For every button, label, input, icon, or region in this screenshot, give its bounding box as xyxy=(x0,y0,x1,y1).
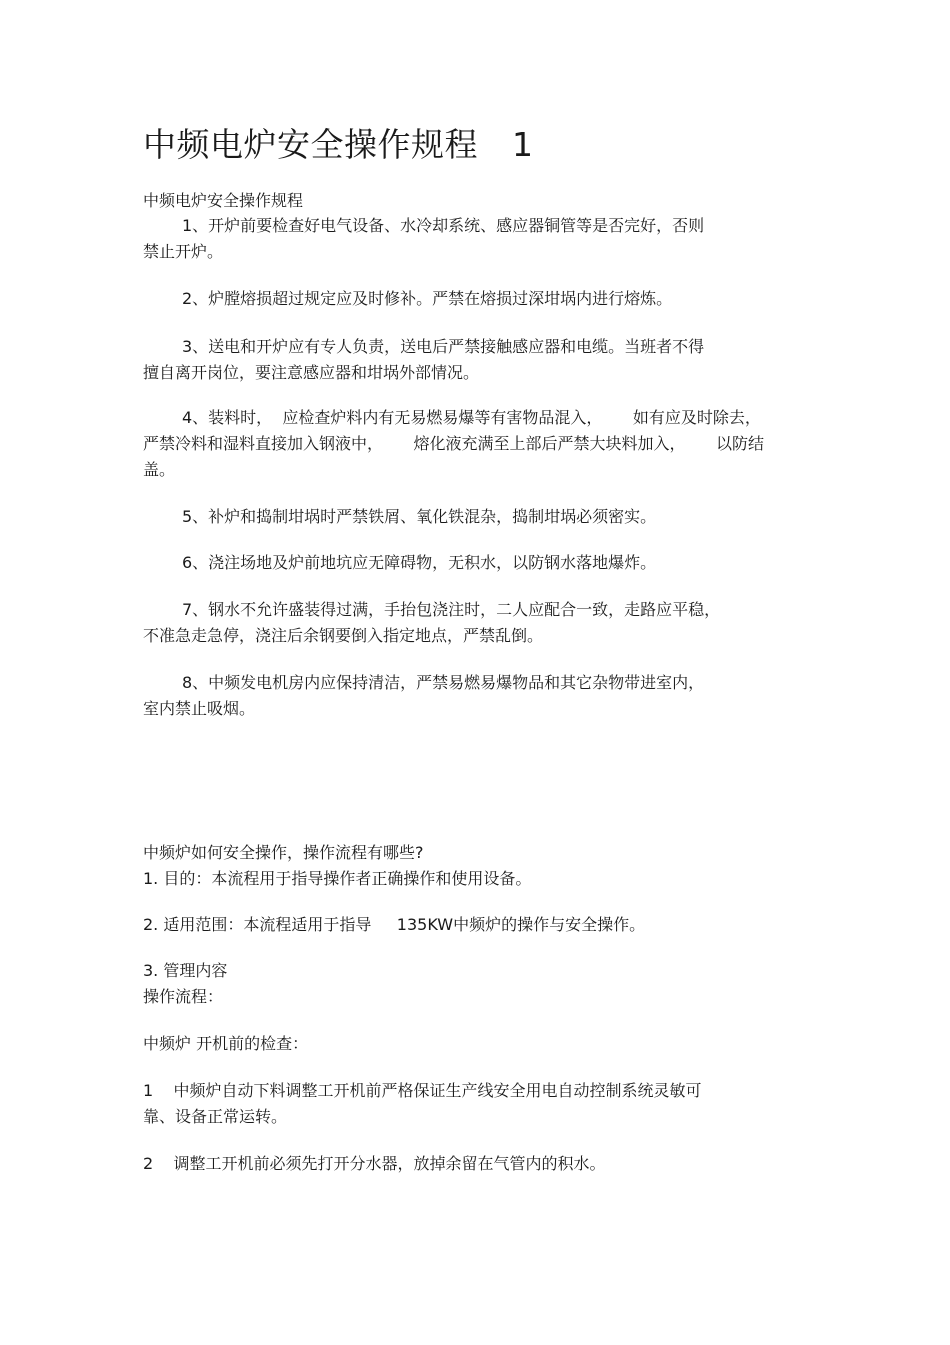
document-title xyxy=(143,122,534,168)
title-text: 中频电炉安全操作规程 xyxy=(143,125,478,164)
rule-1-line-1: 1、开炉前要检查好电气设备、水冷却系统、感应器铜管等是否完好，否则 xyxy=(182,216,705,235)
rule-4-line-3: 盖。 xyxy=(143,460,176,479)
rule-8-line-1: 8、中频发电机房内应保持清洁，严禁易燃易爆物品和其它杂物带进室内， xyxy=(182,673,705,692)
rule-7-line-1: 7、钢水不允许盛装得过满，手抬包浇注时，二人应配合一致，走路应平稳， xyxy=(182,600,721,619)
rule-3-line-1: 3、送电和开炉应有专人负责，送电后严禁接触感应器和电缆。当班者不得 xyxy=(182,337,705,356)
rule-7-line-2: 不准急走急停，浇注后余钢要倒入指定地点，严禁乱倒。 xyxy=(143,626,544,645)
purpose-line: 1. 目的：本流程用于指导操作者正确操作和使用设备。 xyxy=(143,869,532,888)
rule-1-line-2: 禁止开炉。 xyxy=(143,242,224,261)
rule-2-line-1: 2、炉膛熔损超过规定应及时修补。严禁在熔损过深坩埚内进行熔炼。 xyxy=(182,289,673,308)
check-heading: 中频炉 开机前的检查： xyxy=(143,1034,309,1053)
section1-heading: 中频电炉安全操作规程 xyxy=(143,191,304,210)
rule-5-line-1: 5、补炉和捣制坩埚时严禁铁屑、氧化铁混杂，捣制坩埚必须密实。 xyxy=(182,507,657,526)
check-1-line-2: 靠、设备正常运转。 xyxy=(143,1107,288,1126)
content-line: 3. 管理内容 xyxy=(143,961,228,980)
rule-8-line-2: 室内禁止吸烟。 xyxy=(143,699,256,718)
check-2-line-1: 2 调整工开机前必须先打开分水器，放掉余留在气管内的积水。 xyxy=(143,1154,606,1173)
title-number: 1 xyxy=(512,125,534,164)
scope-line: 2. 适用范围：本流程适用于指导 135KW中频炉的操作与安全操作。 xyxy=(143,915,646,934)
flow-line: 操作流程： xyxy=(143,987,224,1006)
check-1-line-1: 1 中频炉自动下料调整工开机前严格保证生产线安全用电自动控制系统灵敏可 xyxy=(143,1081,702,1100)
section2-heading: 中频炉如何安全操作，操作流程有哪些? xyxy=(143,843,424,862)
rule-3-line-2: 擅自离开岗位，要注意感应器和坩埚外部情况。 xyxy=(143,363,480,382)
rule-4-line-1: 4、装料时， 应检查炉料内有无易燃易爆等有害物品混入， 如有应及时除去， xyxy=(182,408,761,427)
rule-4-line-2: 严禁冷料和湿料直接加入钢液中， 熔化液充满至上部后严禁大块料加入， 以防结 xyxy=(143,434,765,453)
rule-6-line-1: 6、浇注场地及炉前地坑应无障碍物，无积水，以防钢水落地爆炸。 xyxy=(182,553,657,572)
